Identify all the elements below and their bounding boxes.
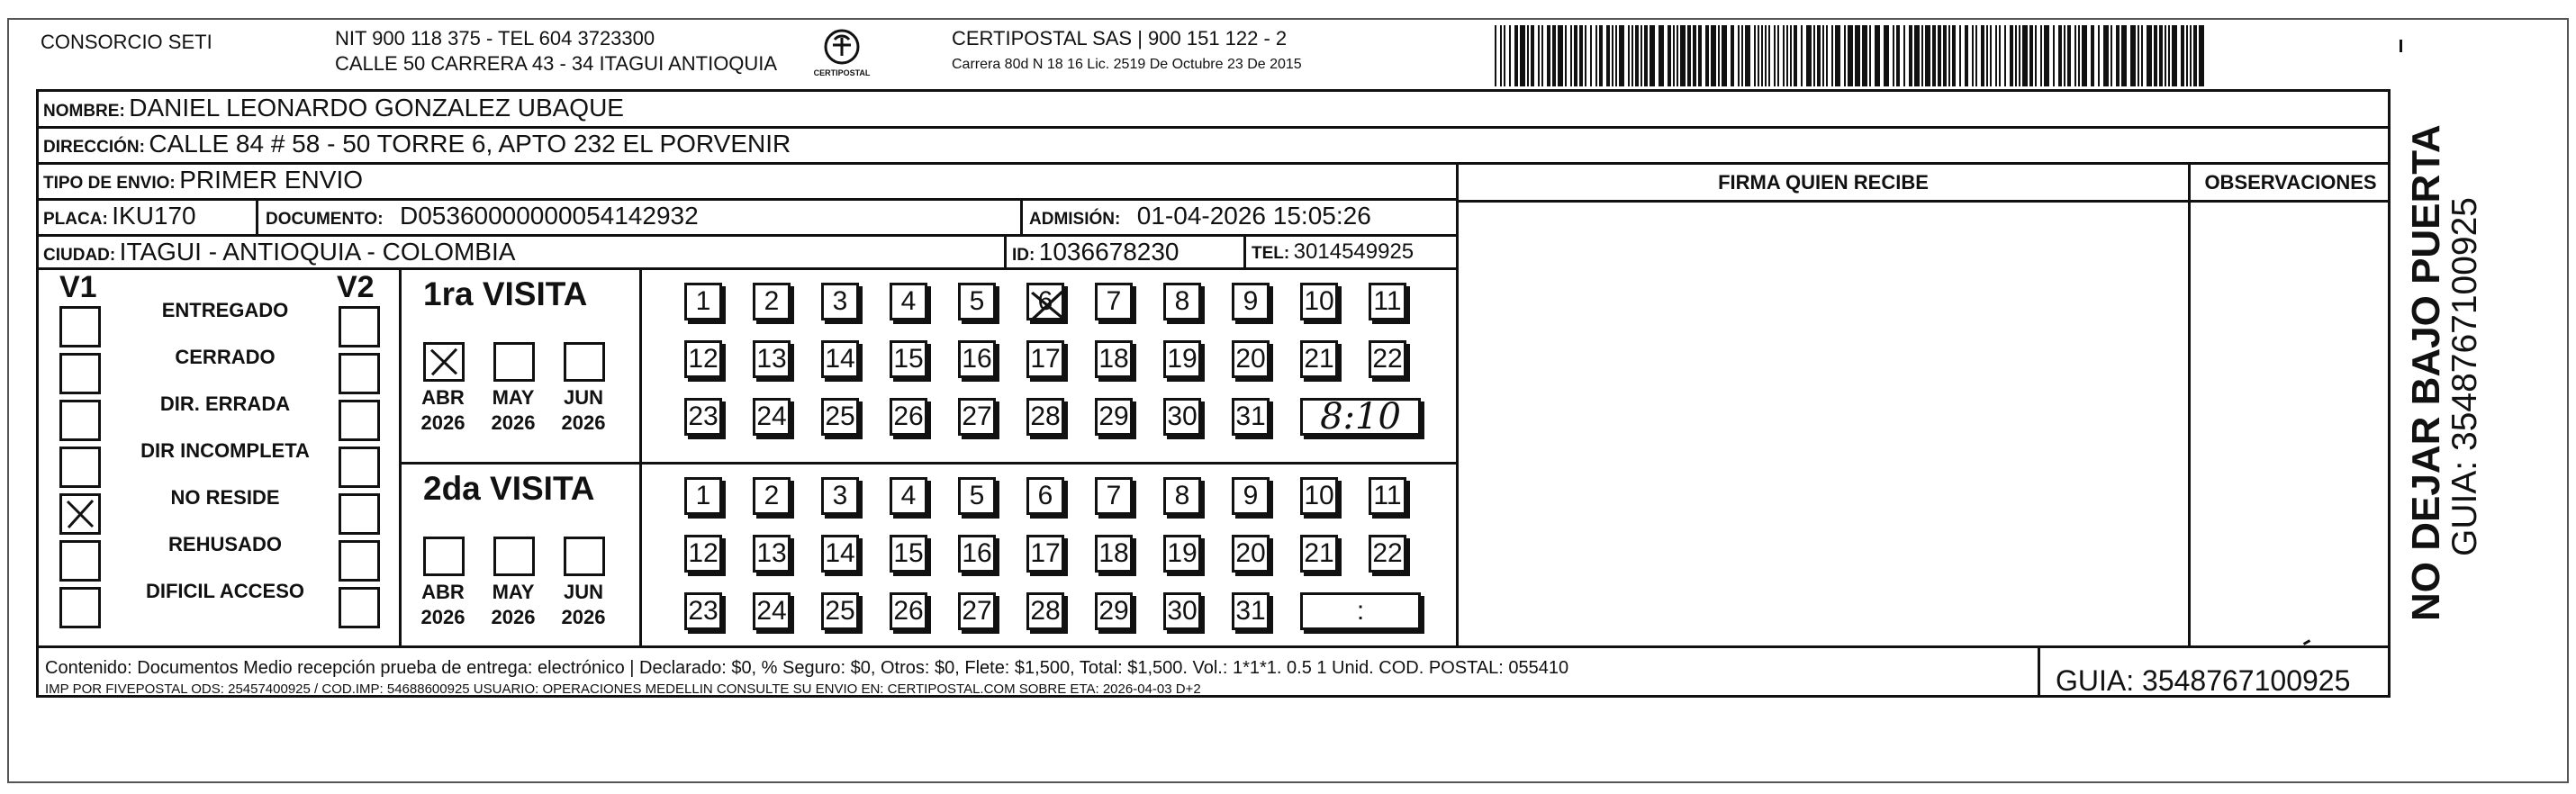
- day-box[interactable]: [1095, 477, 1133, 515]
- day-box[interactable]: [890, 535, 927, 573]
- v1-checkbox[interactable]: [59, 540, 101, 582]
- day-box[interactable]: [958, 398, 996, 436]
- day-box[interactable]: [1163, 592, 1201, 630]
- sender-name: CONSORCIO SETI: [41, 31, 212, 53]
- month-checkbox[interactable]: [493, 537, 535, 576]
- day-box[interactable]: [1232, 283, 1270, 320]
- day-number: 31: [1235, 596, 1266, 626]
- day-number: 19: [1167, 538, 1198, 568]
- id-cell: [1012, 238, 1180, 266]
- month-year: 2026: [491, 606, 536, 628]
- col-divider: [2038, 645, 2040, 698]
- license-line: Carrera 80d N 18 16 Lic. 2519 De Octubre 23 De 2015: [952, 57, 1302, 72]
- month-year: 2026: [561, 411, 606, 434]
- day-box[interactable]: [1232, 592, 1270, 630]
- day-number: 26: [893, 596, 924, 626]
- v1-checkbox[interactable]: [59, 400, 101, 441]
- v1-checkbox[interactable]: [59, 353, 101, 394]
- month-checkbox[interactable]: [423, 342, 465, 382]
- admision-value: 01-04-2026 15:05:26: [1136, 202, 1371, 230]
- day-number: 3: [832, 286, 848, 316]
- day-number: 18: [1098, 538, 1129, 568]
- side-warning: NO DEJAR BAJO PUERTA: [2404, 124, 2448, 621]
- status-label: REHUSADO: [168, 533, 282, 555]
- v1-checkbox[interactable]: [59, 447, 101, 488]
- col-divider: [256, 200, 258, 234]
- day-number: 26: [893, 402, 924, 431]
- v1-header: V1: [59, 270, 97, 304]
- day-number: 28: [1030, 596, 1061, 626]
- row-divider: [36, 198, 1459, 201]
- day-box[interactable]: [753, 592, 791, 630]
- v2-checkbox[interactable]: [339, 400, 380, 441]
- day-number: 19: [1167, 344, 1198, 374]
- day-number: 11: [1373, 481, 1402, 510]
- month-name: JUN: [563, 581, 603, 603]
- day-box[interactable]: [1095, 340, 1133, 378]
- day-box[interactable]: [821, 283, 859, 320]
- month-year: 2026: [491, 411, 536, 434]
- day-number: 23: [688, 402, 719, 431]
- month-checkbox[interactable]: [564, 342, 605, 382]
- day-number: 10: [1304, 481, 1334, 510]
- day-box[interactable]: [821, 592, 859, 630]
- month-label: [486, 385, 540, 436]
- nombre-label: NOMBRE:: [43, 102, 125, 121]
- day-box[interactable]: [890, 340, 927, 378]
- day-number: 2: [764, 481, 780, 510]
- tipo-row: [43, 166, 363, 194]
- day-box[interactable]: [1369, 477, 1406, 515]
- status-label: DIFICIL ACCESO: [145, 580, 304, 602]
- tel-value: 3014549925: [1293, 239, 1415, 264]
- day-box[interactable]: [821, 340, 859, 378]
- observations-area[interactable]: [2191, 203, 2391, 645]
- month-name: MAY: [492, 386, 535, 409]
- v1-checkbox[interactable]: [59, 587, 101, 628]
- month-label: [556, 385, 610, 436]
- col-divider: [1004, 236, 1007, 269]
- day-number: 27: [962, 596, 992, 626]
- day-number: 1: [695, 481, 711, 510]
- day-box[interactable]: [1026, 477, 1064, 515]
- status-label: DIR. ERRADA: [159, 392, 291, 415]
- id-label: ID:: [1012, 246, 1035, 265]
- v2-header: V2: [337, 270, 375, 304]
- day-number: 13: [756, 538, 787, 568]
- day-box[interactable]: [1232, 398, 1270, 436]
- day-number: 9: [1243, 286, 1259, 316]
- day-number: 16: [962, 538, 992, 568]
- side-guia: GUIA: 3548767100925: [2445, 197, 2484, 556]
- direccion-row: [43, 130, 791, 158]
- day-number: 30: [1167, 596, 1198, 626]
- day-box[interactable]: [890, 398, 927, 436]
- day-box[interactable]: [1095, 535, 1133, 573]
- day-number: 14: [825, 538, 855, 568]
- day-number: 29: [1098, 596, 1129, 626]
- address-line: CALLE 50 CARRERA 43 - 34 ITAGUI ANTIOQUIA: [335, 52, 778, 75]
- day-box[interactable]: [958, 592, 996, 630]
- day-box[interactable]: [753, 340, 791, 378]
- day-number: 29: [1098, 402, 1129, 431]
- day-box[interactable]: [890, 283, 927, 320]
- v2-checkbox[interactable]: [339, 447, 380, 488]
- x-mark-icon: [426, 345, 462, 379]
- month-name: JUN: [563, 386, 603, 409]
- nombre-row: [43, 94, 624, 122]
- day-box[interactable]: [684, 340, 722, 378]
- observaciones-header: OBSERVACIONES: [2204, 171, 2377, 194]
- col-divider: [639, 267, 642, 647]
- day-box[interactable]: [958, 477, 996, 515]
- day-number: 27: [962, 402, 992, 431]
- day-box[interactable]: [1232, 340, 1270, 378]
- v2-checkbox[interactable]: [339, 306, 380, 347]
- day-number: 5: [969, 481, 985, 510]
- month-year: 2026: [420, 606, 465, 628]
- day-box[interactable]: [958, 283, 996, 320]
- day-number: 21: [1304, 538, 1334, 568]
- tipo-label: TIPO DE ENVIO:: [43, 174, 176, 193]
- day-number: 9: [1243, 481, 1259, 510]
- day-box[interactable]: [890, 477, 927, 515]
- month-label: [486, 580, 540, 630]
- day-box[interactable]: [1300, 283, 1338, 320]
- day-number: 15: [893, 538, 924, 568]
- firma-header: FIRMA QUIEN RECIBE: [1718, 171, 1929, 194]
- placa-value: IKU170: [112, 202, 196, 230]
- day-number: 6: [1037, 286, 1053, 316]
- day-box[interactable]: [684, 535, 722, 573]
- day-number: 4: [900, 481, 917, 510]
- day-number: 25: [825, 402, 855, 431]
- day-number: 20: [1235, 538, 1266, 568]
- day-number: 12: [688, 538, 719, 568]
- day-number: 17: [1030, 344, 1061, 374]
- day-number: 24: [756, 402, 787, 431]
- status-label: DIR INCOMPLETA: [140, 439, 310, 462]
- row-divider: [36, 126, 2391, 129]
- day-box[interactable]: [753, 283, 791, 320]
- v1-checkbox[interactable]: [59, 306, 101, 347]
- day-box[interactable]: [890, 592, 927, 630]
- day-box[interactable]: [1026, 535, 1064, 573]
- month-name: ABR: [421, 386, 465, 409]
- day-box[interactable]: [1232, 535, 1270, 573]
- day-number: 13: [756, 344, 787, 374]
- day-box[interactable]: [1026, 398, 1064, 436]
- day-box[interactable]: [684, 398, 722, 436]
- day-number: 30: [1167, 402, 1198, 431]
- day-number: 8: [1174, 481, 1190, 510]
- visit-title: 1ra VISITA: [423, 275, 588, 312]
- admision-label: ADMISIÓN:: [1029, 210, 1121, 229]
- visit-title: 2da VISITA: [423, 470, 595, 507]
- day-box[interactable]: [1095, 592, 1133, 630]
- day-box[interactable]: [821, 535, 859, 573]
- day-box[interactable]: [1095, 398, 1133, 436]
- month-label: [416, 385, 470, 436]
- tel-cell: [1252, 239, 1414, 265]
- day-number: 2: [764, 286, 780, 316]
- day-number: 5: [969, 286, 985, 316]
- footer-info: IMP POR FIVEPOSTAL ODS: 25457400925 / COD.IMP: 54688600925 USUARIO: OPERACIONES MEDELLIN CONSULTE SU ENVIO EN: CERTIPOSTAL.COM SOBRE ETA: 2026-04-03 D+2: [45, 681, 1201, 697]
- day-number: 8: [1174, 286, 1190, 316]
- day-number: 16: [962, 344, 992, 374]
- day-box[interactable]: [1300, 340, 1338, 378]
- month-year: 2026: [561, 606, 606, 628]
- v2-checkbox[interactable]: [339, 353, 380, 394]
- day-number: 25: [825, 596, 855, 626]
- day-number: 4: [900, 286, 917, 316]
- day-number: 3: [832, 481, 848, 510]
- day-number: 21: [1304, 344, 1334, 374]
- x-mark-icon: [62, 496, 98, 532]
- day-box[interactable]: [684, 283, 722, 320]
- day-number: 12: [688, 344, 719, 374]
- status-label: NO RESIDE: [170, 486, 280, 509]
- day-box[interactable]: [1369, 283, 1406, 320]
- documento-cell: [266, 202, 699, 230]
- day-number: 7: [1106, 286, 1122, 316]
- ciudad-label: CIUDAD:: [43, 246, 116, 265]
- day-number: 20: [1235, 344, 1266, 374]
- month-name: MAY: [492, 581, 535, 603]
- day-box[interactable]: [1232, 477, 1270, 515]
- day-box[interactable]: [1163, 477, 1201, 515]
- day-box[interactable]: [1369, 535, 1406, 573]
- nit-line: NIT 900 118 375 - TEL 604 3723300: [335, 27, 655, 50]
- day-box[interactable]: [1300, 477, 1338, 515]
- row-divider: [399, 462, 1459, 465]
- day-box[interactable]: [1163, 398, 1201, 436]
- ciudad-value: ITAGUI - ANTIOQUIA - COLOMBIA: [119, 238, 516, 266]
- day-box[interactable]: [1163, 340, 1201, 378]
- v2-checkbox[interactable]: [339, 540, 380, 582]
- time-box[interactable]: [1300, 398, 1421, 436]
- nombre-value: DANIEL LEONARDO GONZALEZ UBAQUE: [129, 94, 624, 122]
- direccion-value: CALLE 84 # 58 - 50 TORRE 6, APTO 232 EL PORVENIR: [149, 130, 791, 158]
- month-label: [556, 580, 610, 630]
- day-box[interactable]: [821, 398, 859, 436]
- month-checkbox[interactable]: [493, 342, 535, 382]
- v1-checkbox[interactable]: [59, 493, 101, 535]
- tel-label: TEL:: [1252, 244, 1290, 263]
- admision-cell: [1029, 202, 1371, 230]
- month-label: [416, 580, 470, 630]
- day-box[interactable]: [684, 477, 722, 515]
- tipo-value: PRIMER ENVIO: [179, 166, 364, 194]
- time-value: 8:10: [1320, 396, 1401, 438]
- day-number: 17: [1030, 538, 1061, 568]
- day-box[interactable]: [1026, 283, 1064, 320]
- time-value: :: [1356, 596, 1365, 626]
- month-checkbox[interactable]: [423, 537, 465, 576]
- day-number: 14: [825, 344, 855, 374]
- day-box[interactable]: [821, 477, 859, 515]
- day-box[interactable]: [958, 535, 996, 573]
- ciudad-cell: [43, 238, 515, 266]
- day-box[interactable]: [1026, 340, 1064, 378]
- day-number: 18: [1098, 344, 1129, 374]
- day-number: 1: [695, 286, 711, 316]
- day-number: 11: [1373, 286, 1402, 316]
- company-line: CERTIPOSTAL SAS | 900 151 122 - 2: [952, 27, 1288, 50]
- footer-guia: GUIA: 3548767100925: [2056, 664, 2351, 697]
- day-number: 24: [756, 596, 787, 626]
- status-label: CERRADO: [175, 346, 276, 368]
- col-divider: [1020, 200, 1023, 234]
- day-box[interactable]: [1300, 535, 1338, 573]
- documento-value: D05360000000054142932: [400, 202, 699, 230]
- day-number: 31: [1235, 402, 1266, 431]
- logo-text: CERTIPOSTAL: [813, 68, 871, 77]
- day-number: 15: [893, 344, 924, 374]
- row-divider: [36, 162, 2391, 165]
- day-box[interactable]: [1163, 283, 1201, 320]
- id-value: 1036678230: [1038, 238, 1180, 266]
- time-box[interactable]: [1300, 592, 1421, 630]
- day-number: 22: [1372, 538, 1403, 568]
- day-box[interactable]: [1026, 592, 1064, 630]
- day-box[interactable]: [684, 592, 722, 630]
- placa-label: PLACA:: [43, 210, 108, 229]
- footer-contents: Contenido: Documentos Medio recepción prueba de entrega: electrónico | Declarado: $0, % Seguro: $0, Otros: $0, Flete: $1,500, Total: $1,500. Vol.: 1*1*1. 0.5 1 Unid. COD. POSTAL: 055410: [45, 658, 1569, 678]
- placa-cell: [43, 202, 196, 230]
- documento-label: DOCUMENTO:: [266, 210, 384, 229]
- day-number: 10: [1304, 286, 1334, 316]
- month-name: ABR: [421, 581, 465, 603]
- day-box[interactable]: [753, 398, 791, 436]
- day-number: 22: [1372, 344, 1403, 374]
- v2-checkbox[interactable]: [339, 493, 380, 535]
- month-checkbox[interactable]: [564, 537, 605, 576]
- day-box[interactable]: [958, 340, 996, 378]
- month-year: 2026: [420, 411, 465, 434]
- direccion-label: DIRECCIÓN:: [43, 138, 145, 157]
- col-divider: [1243, 236, 1246, 269]
- day-number: 28: [1030, 402, 1061, 431]
- day-box[interactable]: [753, 477, 791, 515]
- day-number: 23: [688, 596, 719, 626]
- day-box[interactable]: [1369, 340, 1406, 378]
- day-number: 7: [1106, 481, 1122, 510]
- col-divider: [399, 267, 402, 647]
- day-box[interactable]: [1163, 535, 1201, 573]
- day-number: 6: [1037, 481, 1053, 510]
- x-mark-icon: [1026, 287, 1069, 323]
- signature-area[interactable]: [1456, 203, 2188, 645]
- day-box[interactable]: [1095, 283, 1133, 320]
- v2-checkbox[interactable]: [339, 587, 380, 628]
- day-box[interactable]: [753, 535, 791, 573]
- status-label: ENTREGADO: [161, 299, 289, 321]
